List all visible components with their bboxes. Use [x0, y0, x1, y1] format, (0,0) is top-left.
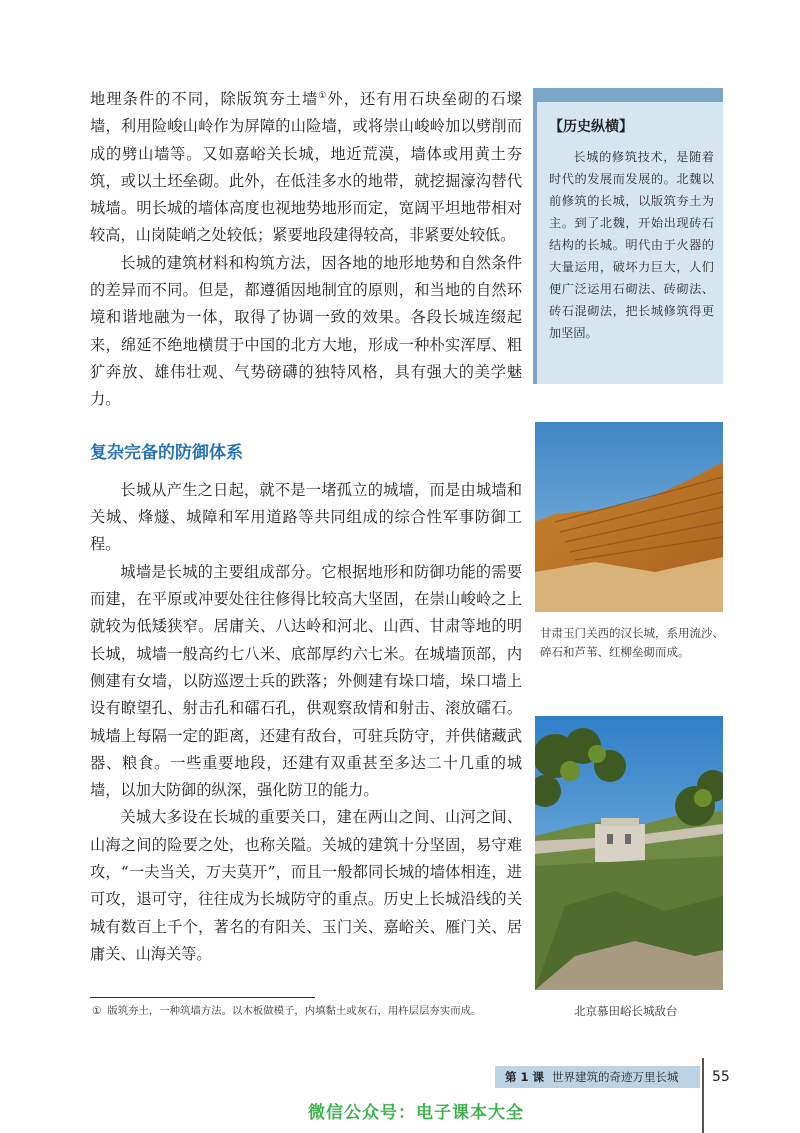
sidebar-body: 长城的修筑技术，是随着时代的发展而发展的。北魏以前修筑的长城，以版筑夯土为主。到了北魏，开始出现砖石结构的长城。明代由于火器的大量运用，破坏力巨大，人们便广泛运用石砌法、砖砌法、砖石混砌法，把长城修筑得更加坚固。: [549, 150, 714, 340]
sidebar-top-bar: [533, 88, 723, 102]
page-number: 55: [712, 1069, 730, 1085]
han-wall-illustration: [535, 422, 723, 612]
footer-divider: [702, 1058, 704, 1133]
sidebar-title: 【历史纵横】: [549, 119, 633, 135]
sidebar-left-bar: [533, 102, 537, 384]
photo-caption-2: 北京慕田峪长城敌台: [574, 1004, 678, 1018]
section-heading: 复杂完备的防御体系: [90, 442, 243, 463]
footnote: [92, 1003, 532, 1019]
footnote-rule: [90, 997, 315, 998]
footnote-number: ①: [92, 1005, 102, 1017]
lesson-title: 世界建筑的奇迹万里长城: [552, 1070, 679, 1084]
mutianyu-illustration: [535, 716, 723, 990]
lesson-label: 第 1 课: [505, 1070, 545, 1084]
paragraph-2: 长城的建筑材料和构筑方法，因各地的地形地势和自然条件的差异而不同。但是，都遵循因地制宜的原则，和当地的自然环境和谐地融为一体，取得了协调一致的效果。各段长城连缀起来，绵延不绝地横贯于中国的北方大地，形成一种朴实浑厚、粗犷奔放、雄伟壮观、气势磅礴的独特风格，具有强大的美学魅力。: [90, 253, 522, 409]
footnote-text: 版筑夯土，一种筑墙方法。以木板做模子，内填黏土或灰石，用杵层层夯实而成。: [107, 1005, 482, 1017]
paragraph-1: 地理条件的不同，除版筑夯土墙①外，还有用石块垒砌的石墚墙，利用险峻山岭作为屏障的山险墙，或将崇山峻岭加以劈削而成的劈山墙等。又如嘉峪关长城，地近荒漠，墙体或用黄土夯筑，或以土坯垒砌。此外，在低洼多水的地带，就挖掘濠沟替代城墙。明长城的墙体高度也视地势地形而定，宽阔平坦地带相对较高，山岗陡峭之处较低；紧要地段建得较高，非紧要处较低。: [90, 90, 522, 245]
history-sidebar-box: [533, 88, 723, 384]
main-text-column: [90, 86, 522, 968]
paragraph-3: 长城从产生之日起，就不是一堵孤立的城墙，而是由城墙和关城、烽燧、城障和军用道路等共同组成的综合性军事防御工程。: [90, 480, 522, 554]
footnote-marker: ①: [318, 90, 328, 101]
watermark: 微信公众号：电子课本大全: [308, 1103, 524, 1123]
han-great-wall-photo: [535, 422, 723, 612]
photo-caption-1: 甘肃玉门关西的汉长城，系用流沙、碎石和芦苇、红柳垒砌而成。: [540, 626, 724, 659]
paragraph-5: 关城大多设在长城的重要关口，建在两山之间、山河之间、山海之间的险要之处，也称关隘。关城的建筑十分坚固，易守难攻，“一夫当关，万夫莫开”，而且一般都同长城的墙体相连，进可攻，退可守，往往成为长城防守的重点。历史上长城沿线的关城有数百上千个，著名的有阳关、玉门关、嘉峪关、雁门关、居庸关、山海关等。: [90, 808, 522, 963]
mutianyu-watchtower-photo: [535, 716, 723, 990]
running-footer: [495, 1066, 700, 1088]
paragraph-4: 城墙是长城的主要组成部分。它根据地形和防御功能的需要而建，在平原或冲要处往往修得比较高大坚固，在崇山峻岭之上就较为低矮狭窄。居庸关、八达岭和河北、山西、甘肃等地的明长城，城墙一般高约七八米、底部厚约六七米。在城墙顶部，内侧建有女墙，以防巡逻士兵的跌落；外侧建有垛口墙，垛口墙上设有瞭望孔、射击孔和礌石孔，供观察敌情和射击、滚放礌石。城墙上每隔一定的距离，还建有敌台，可驻兵防守，并供储藏武器、粮食。一些重要地段，还建有双重甚至多达二十几重的城墙，以加大防御的纵深，强化防卫的能力。: [90, 562, 522, 800]
